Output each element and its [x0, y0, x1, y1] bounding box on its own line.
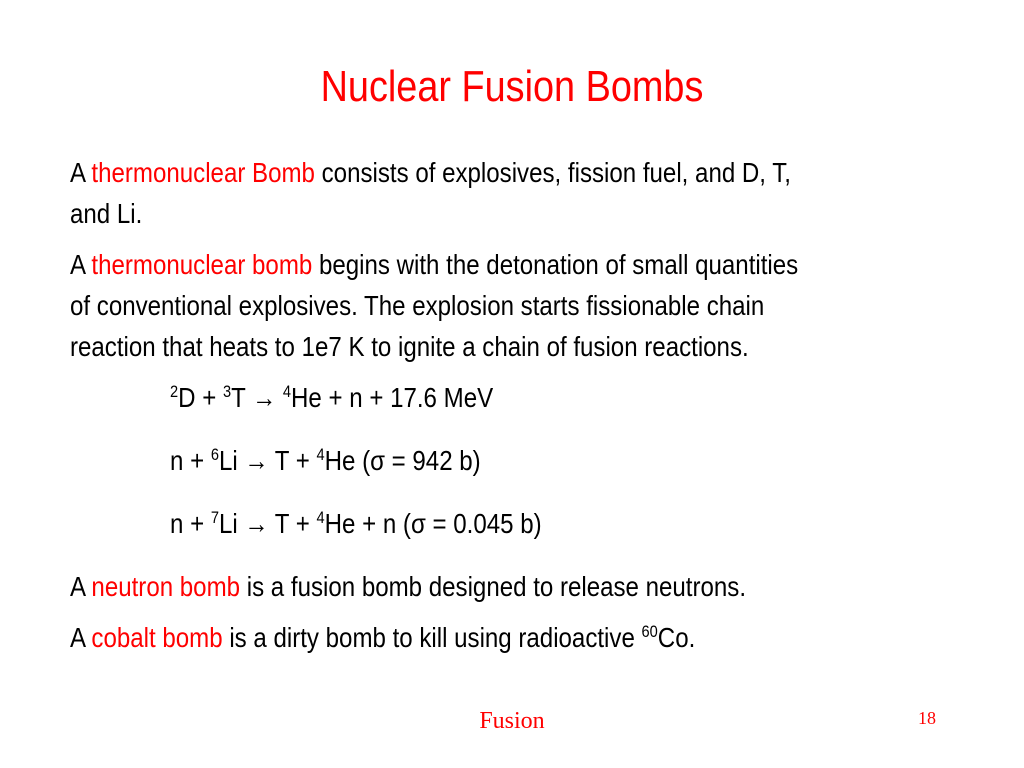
eq-text: Li: [218, 445, 245, 476]
eq-text: = 0.045 b): [425, 508, 542, 539]
paragraph-neutron-bomb: [70, 566, 950, 607]
text-rest: is a fusion bomb designed to release neutrons.: [240, 571, 747, 602]
arrow-icon: →: [252, 382, 277, 413]
arrow-icon: →: [244, 508, 269, 539]
equation-text: [170, 503, 542, 544]
eq-text: Li: [218, 508, 245, 539]
eq-text: He + n + 17.6 MeV: [291, 382, 494, 413]
slide-title: Nuclear Fusion Bombs: [320, 62, 704, 111]
equation-dt-fusion: [170, 377, 950, 418]
text-lead: A: [70, 571, 92, 602]
eq-text: T: [231, 382, 253, 413]
mass-number: 3: [222, 382, 232, 401]
paragraph-cobalt-bomb: [70, 617, 950, 658]
eq-text: He (: [324, 445, 371, 476]
eq-text: He + n (: [324, 508, 411, 539]
mass-number: 6: [210, 445, 219, 464]
equation-text: [170, 377, 493, 418]
equation-text: [170, 440, 481, 481]
sigma-symbol: σ: [410, 508, 426, 539]
highlight-term: neutron bomb: [91, 571, 241, 602]
text-lead: A: [70, 157, 92, 188]
eq-text: T +: [268, 508, 317, 539]
slide-body: [70, 152, 950, 668]
eq-text: T +: [268, 445, 317, 476]
equation-li6: [170, 440, 950, 481]
mass-number: 60: [641, 622, 658, 641]
mass-number: 4: [316, 445, 325, 464]
paragraph-line: [70, 244, 798, 285]
text-rest: begins with the detonation of small quantities: [312, 249, 799, 280]
eq-text: n +: [170, 445, 211, 476]
paragraph-thermonuclear-definition: [70, 152, 950, 234]
highlight-term: thermonuclear bomb: [91, 249, 313, 280]
paragraph-line: of conventional explosives. The explosion starts fissionable chain: [70, 290, 765, 321]
text-lead: A: [70, 622, 92, 653]
text-rest: is a dirty bomb to kill using radioactive: [222, 622, 642, 653]
mass-number: 4: [282, 382, 292, 401]
mass-number: 2: [170, 382, 179, 401]
text-lead: A: [70, 249, 92, 280]
eq-text: n +: [170, 508, 211, 539]
paragraph-thermonuclear-process: [70, 244, 950, 367]
highlight-term: thermonuclear Bomb: [91, 157, 315, 188]
paragraph-line: and Li.: [70, 198, 143, 229]
paragraph-line: [70, 152, 791, 193]
footer-label: Fusion: [479, 708, 545, 734]
text-rest: Co.: [657, 622, 696, 653]
eq-text: = 942 b): [384, 445, 481, 476]
arrow-icon: →: [244, 445, 269, 476]
highlight-term: cobalt bomb: [91, 622, 223, 653]
sigma-symbol: σ: [370, 445, 385, 476]
mass-number: 7: [210, 508, 219, 527]
equation-li7: [170, 503, 950, 544]
paragraph-line: [70, 566, 746, 607]
paragraph-line: [70, 617, 695, 658]
paragraph-line: reaction that heats to 1e7 K to ignite a chain of fusion reactions.: [70, 331, 749, 362]
mass-number: 4: [316, 508, 325, 527]
eq-text: D +: [178, 382, 223, 413]
page-number: 18: [918, 708, 936, 728]
text-rest: consists of explosives, fission fuel, and D, T,: [314, 157, 791, 188]
